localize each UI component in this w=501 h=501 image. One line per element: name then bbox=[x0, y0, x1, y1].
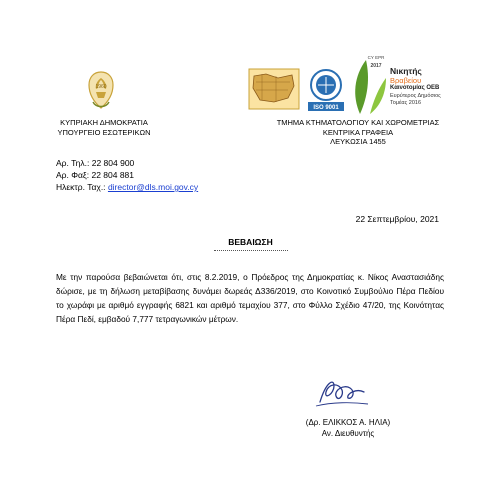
department-line: ΛΕΥΚΩΣΙΑ 1455 bbox=[330, 137, 386, 146]
ministry-line: ΚΥΠΡΙΑΚΗ ΔΗΜΟΚΡΑΤΙΑ bbox=[60, 118, 148, 127]
department-block bbox=[245, 118, 471, 147]
award-line: Ευρύτερος Δημόσιος bbox=[390, 92, 441, 99]
signer-block bbox=[288, 418, 408, 439]
fax-label: Αρ. Φαξ: bbox=[56, 170, 90, 180]
cy-epr-award-icon bbox=[348, 52, 388, 116]
iso-certification-icon bbox=[306, 68, 346, 112]
department-line: ΤΜΗΜΑ ΚΤΗΜΑΤΟΛΟΓΙΟΥ ΚΑΙ ΧΩΡΟΜΕΤΡΙΑΣ bbox=[276, 118, 440, 127]
email-label: Ηλεκτρ. Ταχ.: bbox=[56, 182, 106, 192]
map-logo-icon bbox=[248, 68, 300, 110]
email-row bbox=[56, 181, 198, 193]
award-line: Καινοτομίας ΟΕΒ bbox=[390, 85, 440, 91]
fax-row bbox=[56, 169, 198, 181]
certificate-body: Με την παρούσα βεβαιώνεται ότι, στις 8.2.2019, ο Πρόεδρος της Δημοκρατίας κ. Νίκος Αναστασιάδης δώρισε, με τη δήλωση μεταβίβασης δυνάμει δωρεάς Δ336/2019, στο Κοινοτικό Συμβούλιο Πέρα Πεδίου το χωράφι με αριθμό εγγραφής 6821 και αριθμό τεμαχίου 377, στο Φύλλο Σχέδιο 47/20, της Κοινότητας Πέρα Πεδί, εμβαδού 7,777 τετραγωνικών μέτρων. bbox=[56, 272, 444, 324]
fax-value: 22 804 881 bbox=[91, 170, 135, 180]
innovation-award-logo bbox=[390, 66, 464, 116]
handwritten-signature-icon bbox=[312, 372, 372, 412]
ministry-line: ΥΠΟΥΡΓΕΙΟ ΕΣΩΤΕΡΙΚΩΝ bbox=[57, 128, 151, 137]
cy-epr-label: CY EPR bbox=[367, 55, 385, 60]
document-title: ΒΕΒΑΙΩΣΗ bbox=[228, 237, 273, 247]
award-name-label: Βραβείου bbox=[390, 76, 422, 85]
phone-label: Αρ. Τηλ.: bbox=[56, 158, 90, 168]
cyprus-coat-of-arms-icon bbox=[84, 68, 118, 114]
email-link[interactable]: director@dls.moi.gov.cy bbox=[107, 182, 199, 192]
signer-role: Αν. Διευθυντής bbox=[321, 428, 375, 438]
svg-text:1960: 1960 bbox=[95, 84, 107, 90]
award-winner-label: Νικητής bbox=[390, 66, 422, 76]
logos-row bbox=[248, 52, 464, 118]
iso-label: ISO 9001 bbox=[313, 105, 339, 111]
department-line: ΚΕΝΤΡΙΚΑ ΓΡΑΦΕΙΑ bbox=[322, 127, 394, 137]
contact-details bbox=[56, 157, 198, 193]
signer-name: (Δρ. ΕΛΙΚΚΟΣ Α. ΗΛΙΑ) bbox=[305, 418, 391, 427]
award-line: Τομέας 2016 bbox=[390, 99, 422, 106]
phone-row bbox=[56, 157, 198, 169]
ministry-block bbox=[44, 118, 164, 138]
title-divider bbox=[214, 250, 288, 251]
document-date: 22 Σεπτεμβρίου, 2021 bbox=[355, 214, 439, 224]
cy-epr-year: 2017 bbox=[370, 63, 382, 69]
phone-value: 22 804 900 bbox=[91, 158, 135, 168]
